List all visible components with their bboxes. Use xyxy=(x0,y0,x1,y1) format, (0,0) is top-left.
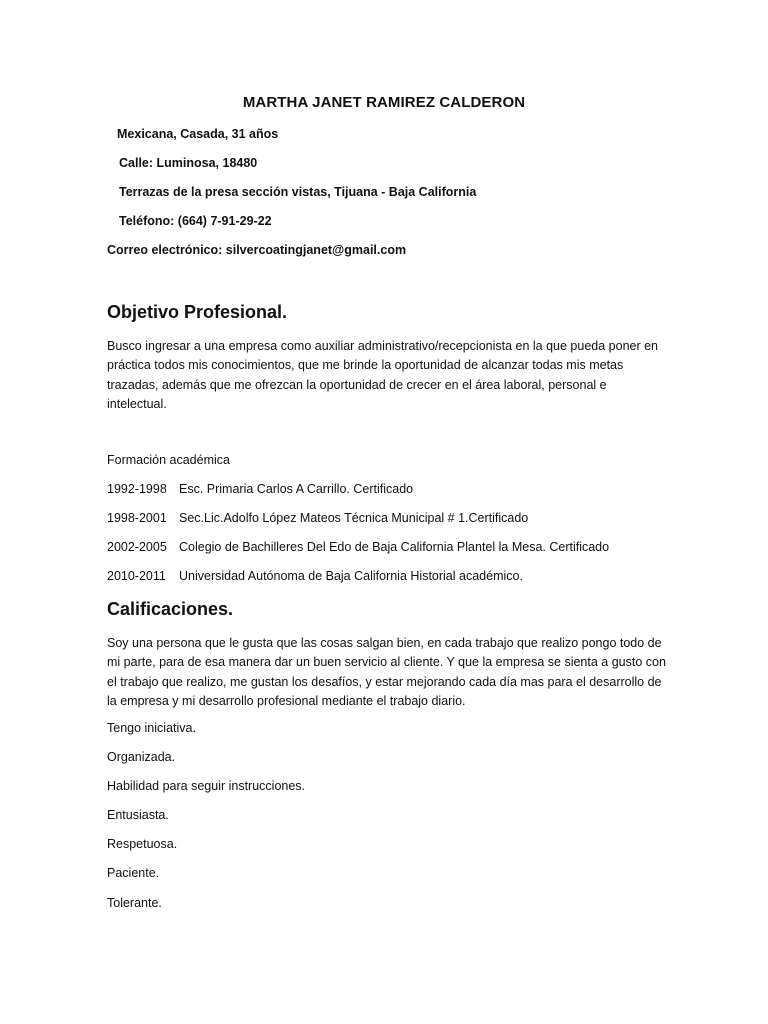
education-row xyxy=(107,569,523,583)
phone-number: Teléfono: (664) 7-91-29-22 xyxy=(119,214,272,228)
street-address: Calle: Luminosa, 18480 xyxy=(119,156,258,170)
qualifications-paragraph: Soy una persona que le gusta que las cosas salgan bien, en cada trabajo que realizo pongo todo de mi parte, para de esa manera dar un buen servicio al cliente. Y que la empresa se sienta a gusto con el trabajo que realizo, me gustan los desafíos, y estar mejorando cada día mas para el desarrollo de la empresa y mi desarrollo profesional mediante el trabajo diario. xyxy=(107,636,666,708)
education-row xyxy=(107,482,413,496)
candidate-name: MARTHA JANET RAMIREZ CALDERON xyxy=(242,94,526,111)
education-years: 2002-2005 xyxy=(107,540,167,554)
trait-item: Habilidad para seguir instrucciones. xyxy=(107,779,306,793)
education-years: 2010-2011 xyxy=(107,569,166,583)
neighborhood-address: Terrazas de la presa sección vistas, Tijuana - Baja California xyxy=(119,185,477,199)
education-years: 1998-2001 xyxy=(107,511,167,525)
education-heading: Formación académica xyxy=(107,453,230,467)
objective-paragraph: Busco ingresar a una empresa como auxiliar administrativo/recepcionista en la que pueda poner en práctica todos mis conocimientos, que me brinde la oportunidad de alcanzar todas mis metas trazadas, además que me ofrezcan la oportunidad de crecer en el área laboral, personal e intelectual. xyxy=(107,339,659,411)
education-years: 1992-1998 xyxy=(107,482,167,496)
objective-heading: Objetivo Profesional. xyxy=(107,302,288,322)
trait-item: Organizada. xyxy=(107,750,176,764)
trait-item: Paciente. xyxy=(107,866,160,880)
education-detail: Universidad Autónoma de Baja California Historial académico. xyxy=(179,569,523,583)
trait-item: Tolerante. xyxy=(107,896,162,910)
education-row xyxy=(107,511,528,525)
trait-item: Respetuosa. xyxy=(107,837,178,851)
trait-item: Tengo iniciativa. xyxy=(107,721,196,735)
qualifications-heading: Calificaciones. xyxy=(107,599,234,619)
education-detail: Sec.Lic.Adolfo López Mateos Técnica Municipal # 1.Certificado xyxy=(179,511,529,525)
trait-item: Entusiasta. xyxy=(107,808,169,822)
education-detail: Esc. Primaria Carlos A Carrillo. Certificado xyxy=(179,482,414,496)
email-address: Correo electrónico: silvercoatingjanet@gmail.com xyxy=(107,243,407,257)
education-detail: Colegio de Bachilleres Del Edo de Baja California Plantel la Mesa. Certificado xyxy=(179,540,610,554)
personal-info: Mexicana, Casada, 31 años xyxy=(117,127,279,141)
education-row xyxy=(107,540,609,554)
